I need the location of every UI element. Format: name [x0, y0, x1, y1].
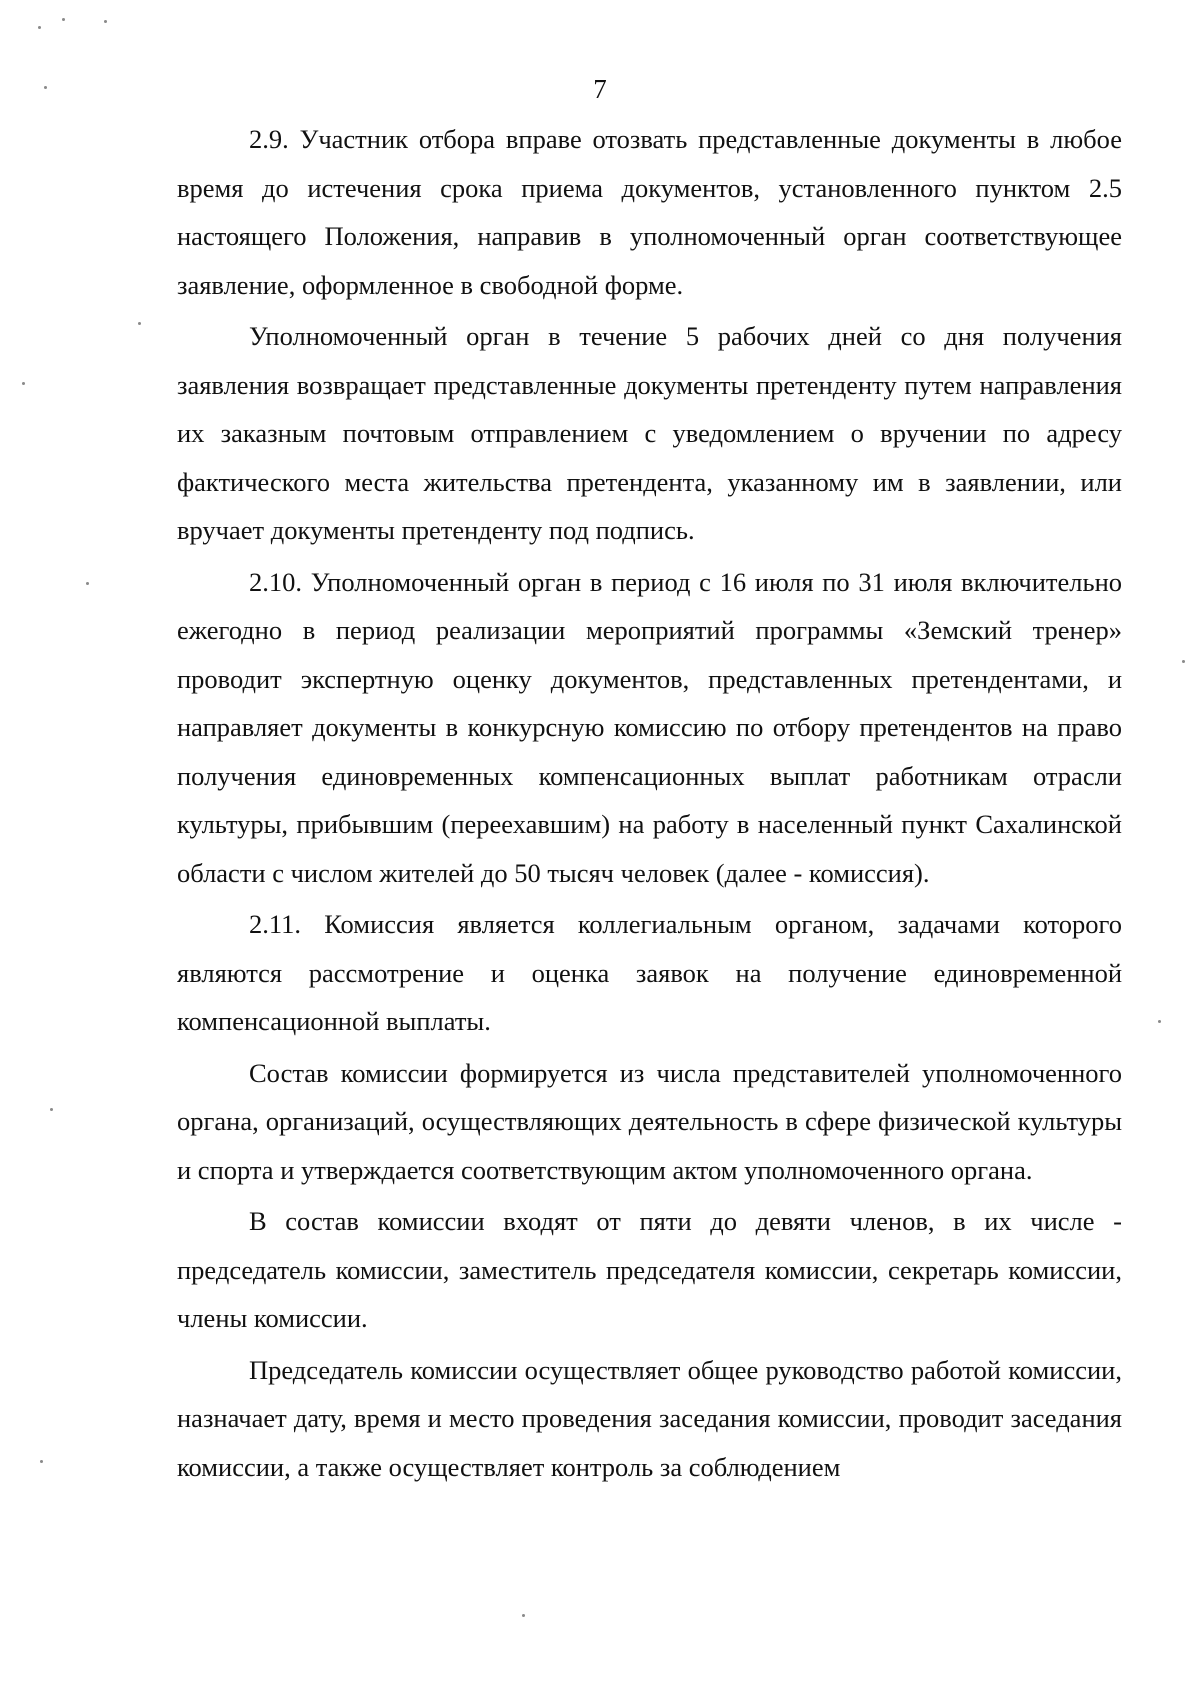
paragraph-2-9: 2.9. Участник отбора вправе отозвать представленные документы в любое время до истечения срока приема документов, установленного пунктом 2.5 настоящего Положения, направив в уполномоченный орган соответствующее заявление, оформленное в свободной форме. — [177, 124, 1122, 300]
scan-speck — [38, 26, 41, 29]
scan-speck — [104, 20, 107, 23]
page-number: 7 — [593, 74, 607, 104]
scan-speck — [40, 1460, 43, 1463]
scan-speck — [50, 1108, 53, 1111]
scan-speck — [1158, 1020, 1161, 1023]
scan-speck — [1182, 660, 1185, 663]
scan-speck — [62, 18, 65, 21]
scan-speck — [22, 382, 25, 385]
scan-speck — [44, 86, 47, 89]
paragraph-chairman-duties: Председатель комиссии осуществляет общее руководство работой комиссии, назначает дату, время и место проведения заседания комиссии, проводит заседания комиссии, а также осуществляет контроль за соблюдением — [177, 1354, 1122, 1482]
paragraph-2-10: 2.10. Уполномоченный орган в период с 16 июля по 31 июля включительно ежегодно в период реализации мероприятий программы «Земский тренер» проводит экспертную оценку документов, представленных претендентами, и направляет документы в конкурсную комиссию по отбору претендентов на право получения единовременных компенсационных выплат работникам отрасли культуры, прибывшим (переехавшим) на работу в населенный пункт Сахалинской области с числом жителей до 50 тысяч человек (далее - комиссия). — [177, 566, 1122, 888]
paragraph-2-11: 2.11. Комиссия является коллегиальным органом, задачами которого являются рассмотрение и оценка заявок на получение единовременной компенсационной выплаты. — [177, 909, 1122, 1036]
paragraph-document-return: Уполномоченный орган в течение 5 рабочих дней со дня получения заявления возвращает представленные документы претенденту путем направления их заказным почтовым отправлением с уведомлением о вручении по адресу фактического места жительства претендента, указанному им в заявлении, или вручает документы претенденту под подпись. — [177, 321, 1122, 545]
paragraph-commission-members: В состав комиссии входят от пяти до девяти членов, в их числе - председатель комиссии, заместитель председателя комиссии, секретарь комиссии, члены комиссии. — [177, 1206, 1122, 1333]
scan-speck — [138, 322, 141, 325]
scan-speck — [522, 1614, 525, 1617]
document-body — [177, 115, 1122, 1491]
scan-speck — [86, 582, 89, 585]
paragraph-commission-composition: Состав комиссии формируется из числа представителей уполномоченного органа, организаций, осуществляющих деятельность в сфере физической культуры и спорта и утверждается соответствующим актом уполномоченного органа. — [177, 1057, 1122, 1185]
